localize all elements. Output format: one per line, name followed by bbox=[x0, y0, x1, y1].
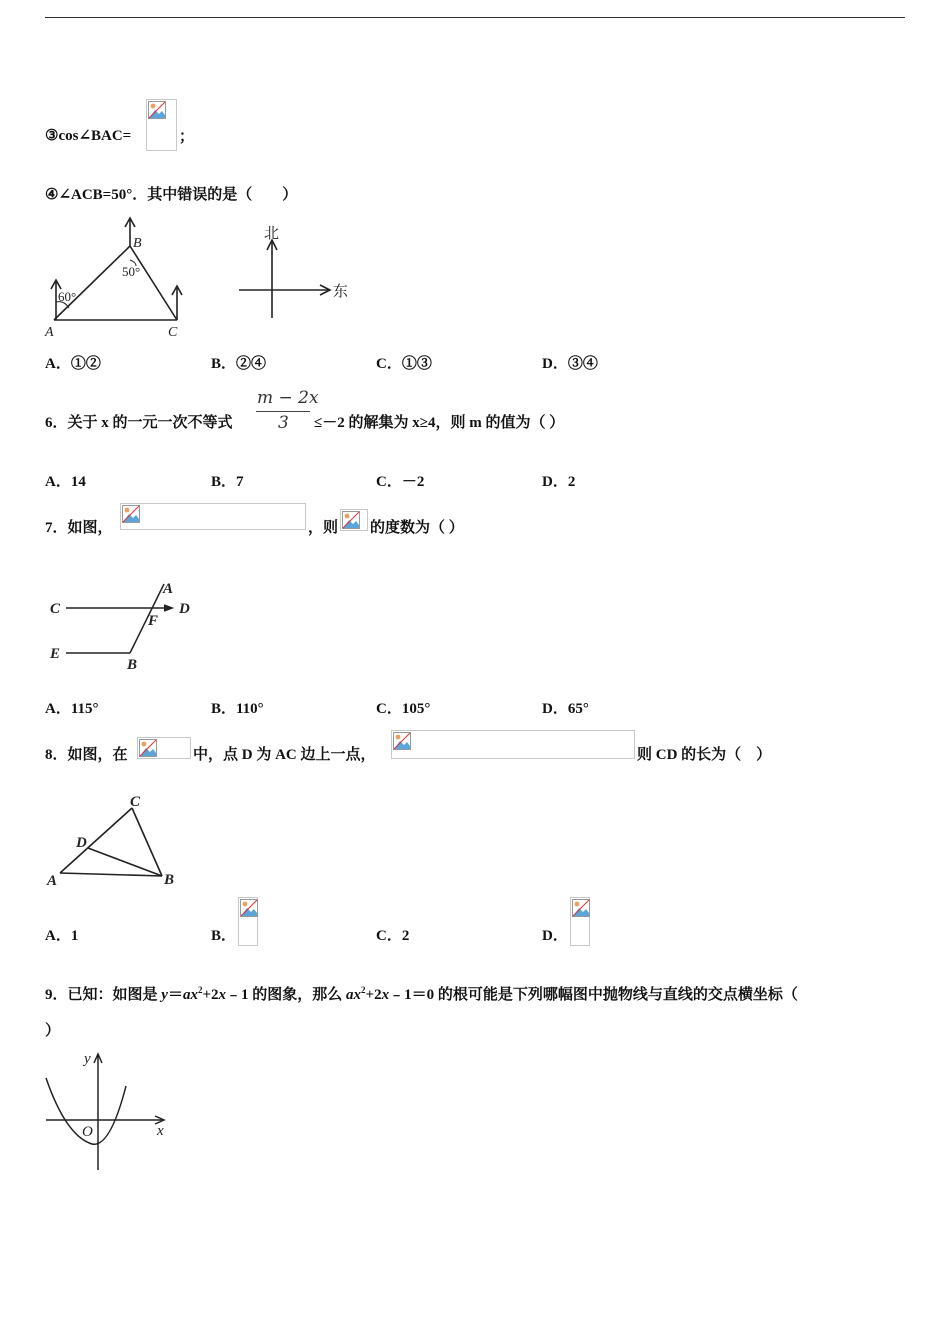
q5-option-a[interactable]: A．①② bbox=[45, 356, 101, 372]
triangle-side-ab bbox=[54, 246, 130, 320]
q5-item3 bbox=[45, 126, 131, 146]
q6-prefix: 6．关于 x 的一元一次不等式 bbox=[45, 415, 233, 431]
broken-image-q8-option-d bbox=[570, 897, 590, 946]
q6-option-c[interactable]: C．－2 bbox=[376, 474, 425, 490]
q5-triangle-figure bbox=[44, 214, 184, 344]
q8-option-b[interactable]: B． bbox=[211, 928, 237, 944]
side-ac bbox=[60, 808, 132, 873]
label-b: B bbox=[127, 657, 138, 673]
label-d: D bbox=[179, 601, 190, 617]
label-50: 50° bbox=[122, 264, 141, 279]
compass-east: 东 bbox=[333, 284, 349, 300]
q8-suffix: 则 CD 的长为（ ） bbox=[637, 747, 772, 763]
line-ab bbox=[130, 584, 164, 653]
q6-option-b[interactable]: B．7 bbox=[211, 474, 244, 490]
q5-option-c[interactable]: C．①③ bbox=[376, 356, 432, 372]
label-c: C bbox=[50, 601, 61, 617]
broken-image-q8-triangle bbox=[137, 737, 191, 759]
broken-image-icon bbox=[148, 101, 166, 119]
q8-prefix: 8．如图，在 bbox=[45, 747, 128, 763]
label-b: B bbox=[133, 236, 142, 251]
broken-image-icon bbox=[240, 899, 258, 917]
q6-suffix: ≤－2 的解集为 x≥4，则 m 的值为（ ） bbox=[314, 415, 565, 431]
broken-image-q7-condition bbox=[120, 503, 306, 530]
label-a: A bbox=[45, 325, 54, 340]
broken-image-icon bbox=[572, 899, 590, 917]
broken-image-icon bbox=[122, 505, 140, 523]
compass-north: 北 bbox=[264, 226, 280, 242]
broken-image-q8-condition bbox=[391, 730, 635, 759]
broken-image-icon bbox=[393, 732, 411, 750]
q5-compass-figure bbox=[235, 218, 353, 324]
q5-option-d[interactable]: D．③④ bbox=[542, 356, 598, 372]
q7-option-c[interactable]: C．105° bbox=[376, 701, 431, 717]
label-a: A bbox=[163, 581, 174, 597]
q6-fraction-numerator: m − 2x bbox=[257, 388, 319, 408]
label-e: E bbox=[50, 646, 61, 662]
q7-middle: ，则 bbox=[308, 520, 339, 536]
label-x: x bbox=[157, 1123, 164, 1139]
q7-option-a[interactable]: A．115° bbox=[45, 701, 99, 717]
broken-image-q8-option-b bbox=[238, 897, 258, 946]
q8-option-a[interactable]: A．1 bbox=[45, 928, 79, 944]
label-d: D bbox=[76, 835, 87, 851]
q5-item4: ④∠ACB=50°．其中错误的是（ ） bbox=[45, 187, 298, 203]
q7-option-b[interactable]: B．110° bbox=[211, 701, 264, 717]
label-o: O bbox=[82, 1124, 93, 1140]
label-y: y bbox=[84, 1051, 91, 1067]
q9-parabola-figure bbox=[44, 1048, 174, 1174]
broken-image-q7-angle bbox=[340, 509, 368, 531]
label-c: C bbox=[168, 325, 178, 340]
label-b: B bbox=[164, 872, 175, 888]
q9-line1: 9．已知：如图是 $y=ax^2+2x﹣1$ 的图象，那么 $ax^2+2x﹣1=0$ 的根可能是下列哪幅图中抛物线与直线的交点横坐标（ bbox=[45, 985, 798, 1003]
triangle-side-bc bbox=[130, 246, 177, 320]
q5-option-b[interactable]: B．②④ bbox=[211, 356, 267, 372]
q8-figure bbox=[44, 790, 184, 890]
label-f: F bbox=[148, 613, 159, 629]
broken-image-icon bbox=[342, 511, 360, 529]
q7-figure bbox=[44, 574, 204, 676]
broken-image-icon bbox=[139, 739, 157, 757]
q6-fraction-bar bbox=[256, 411, 310, 412]
q8-option-d[interactable]: D． bbox=[542, 928, 568, 944]
label-c: C bbox=[130, 794, 141, 810]
q7-option-d[interactable]: D．65° bbox=[542, 701, 589, 717]
q5-item3-end: ； bbox=[179, 129, 195, 145]
q8-middle: 中，点 D 为 AC 边上一点， bbox=[193, 747, 376, 763]
q6-option-a[interactable]: A．14 bbox=[45, 474, 86, 490]
q7-suffix: 的度数为（ ） bbox=[370, 520, 464, 536]
broken-image-cos-value bbox=[146, 99, 177, 151]
q5-item3-prefix: ③cos∠BAC= bbox=[45, 128, 132, 144]
q6-option-d[interactable]: D．2 bbox=[542, 474, 576, 490]
q8-option-c[interactable]: C．2 bbox=[376, 928, 410, 944]
label-a: A bbox=[47, 873, 58, 889]
label-60: 60° bbox=[58, 289, 77, 304]
side-ab bbox=[60, 873, 162, 876]
q7-prefix: 7．如图， bbox=[45, 520, 113, 536]
q9-line2: ） bbox=[45, 1023, 61, 1039]
header-rule bbox=[45, 17, 905, 18]
q6-fraction-denominator: 3 bbox=[278, 413, 289, 433]
